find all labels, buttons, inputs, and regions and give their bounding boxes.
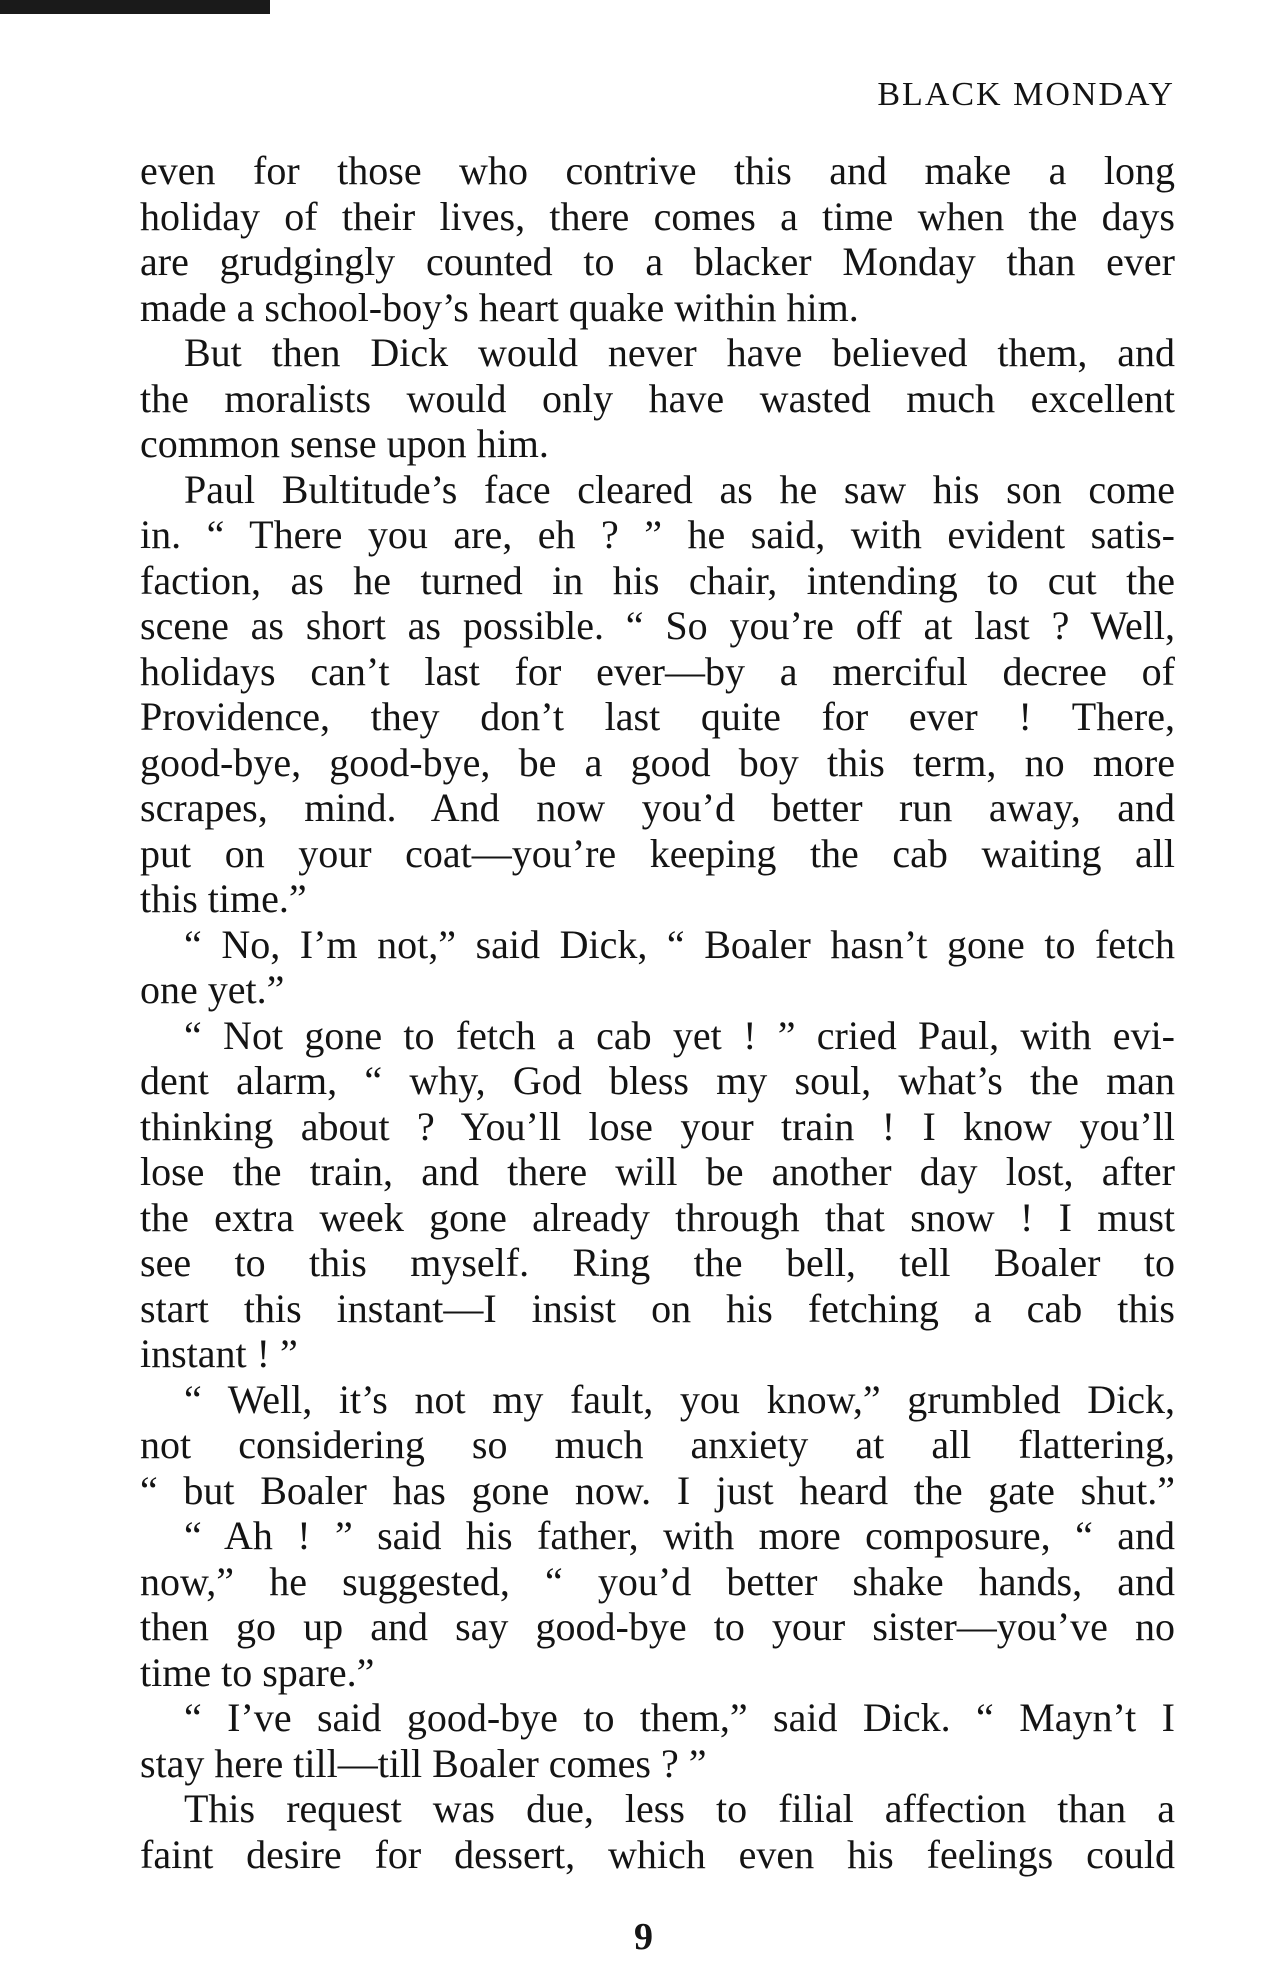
text-line: holidays can’t last for ever—by a merciful decree of xyxy=(140,648,1175,694)
text-line: not considering so much anxiety at all flattering, xyxy=(140,1422,1175,1467)
text-line: start this instant—I insist on his fetching a cab this xyxy=(140,1285,1175,1331)
text-line: dent alarm, “ why, God bless my soul, what’s the man xyxy=(140,1058,1175,1103)
text-line: Providence, they don’t last quite for ever ! There, xyxy=(140,694,1175,739)
text-line: this time.” xyxy=(140,876,307,921)
text-line: But then Dick would never have believed them, and xyxy=(184,330,1175,375)
running-head: BLACK MONDAY xyxy=(877,76,1175,113)
text-line: faint desire for dessert, which even his feelings could xyxy=(140,1831,1175,1877)
text-line: “ Not gone to fetch a cab yet ! ” cried Paul, with evi- xyxy=(184,1012,1175,1058)
text-line: “ but Boaler has gone now. I just heard the gate shut.” xyxy=(140,1467,1175,1513)
text-line: scene as short as possible. “ So you’re off at last ? Well, xyxy=(140,603,1175,648)
top-edge-rule xyxy=(0,0,270,14)
text-line: even for those who contrive this and make a long xyxy=(140,148,1175,193)
text-line: see to this myself. Ring the bell, tell Boaler to xyxy=(140,1240,1175,1285)
text-line: faction, as he turned in his chair, intending to cut the xyxy=(140,557,1175,603)
text-line: are grudgingly counted to a blacker Monday than ever xyxy=(140,239,1175,284)
text-line: This request was due, less to filial affection than a xyxy=(184,1786,1175,1831)
page-number: 9 xyxy=(634,1916,653,1958)
body-text xyxy=(140,148,1175,1877)
text-line: thinking about ? You’ll lose your train ! I know you’ll xyxy=(140,1103,1175,1149)
text-line: one yet.” xyxy=(140,967,285,1012)
text-line: made a school-boy’s heart quake within him. xyxy=(140,284,859,330)
text-line: lose the train, and there will be another day lost, after xyxy=(140,1149,1175,1194)
text-line: Paul Bultitude’s face cleared as he saw his son come xyxy=(184,466,1175,512)
text-line: the moralists would only have wasted much excellent xyxy=(140,375,1175,421)
text-line: put on your coat—you’re keeping the cab waiting all xyxy=(140,830,1175,876)
text-line: in. “ There you are, eh ? ” he said, with evident satis- xyxy=(140,512,1175,557)
text-line: instant ! ” xyxy=(140,1331,298,1376)
text-line: common sense upon him. xyxy=(140,421,549,466)
text-line: “ Ah ! ” said his father, with more composure, “ and xyxy=(184,1513,1175,1558)
text-line: time to spare.” xyxy=(140,1649,375,1695)
text-line: now,” he suggested, “ you’d better shake hands, and xyxy=(140,1558,1175,1604)
text-line: then go up and say good-bye to your sister—you’ve no xyxy=(140,1604,1175,1649)
text-line: scrapes, mind. And now you’d better run away, and xyxy=(140,785,1175,830)
text-line: good-bye, good-bye, be a good boy this term, no more xyxy=(140,739,1175,785)
text-line: “ No, I’m not,” said Dick, “ Boaler hasn’t gone to fetch xyxy=(184,921,1175,967)
text-line: the extra week gone already through that snow ! I must xyxy=(140,1194,1175,1240)
text-line: “ I’ve said good-bye to them,” said Dick. “ Mayn’t I xyxy=(184,1695,1175,1740)
text-line: holiday of their lives, there comes a time when the days xyxy=(140,193,1175,239)
text-line: stay here till—till Boaler comes ? ” xyxy=(140,1740,707,1786)
text-line: “ Well, it’s not my fault, you know,” grumbled Dick, xyxy=(184,1376,1175,1422)
